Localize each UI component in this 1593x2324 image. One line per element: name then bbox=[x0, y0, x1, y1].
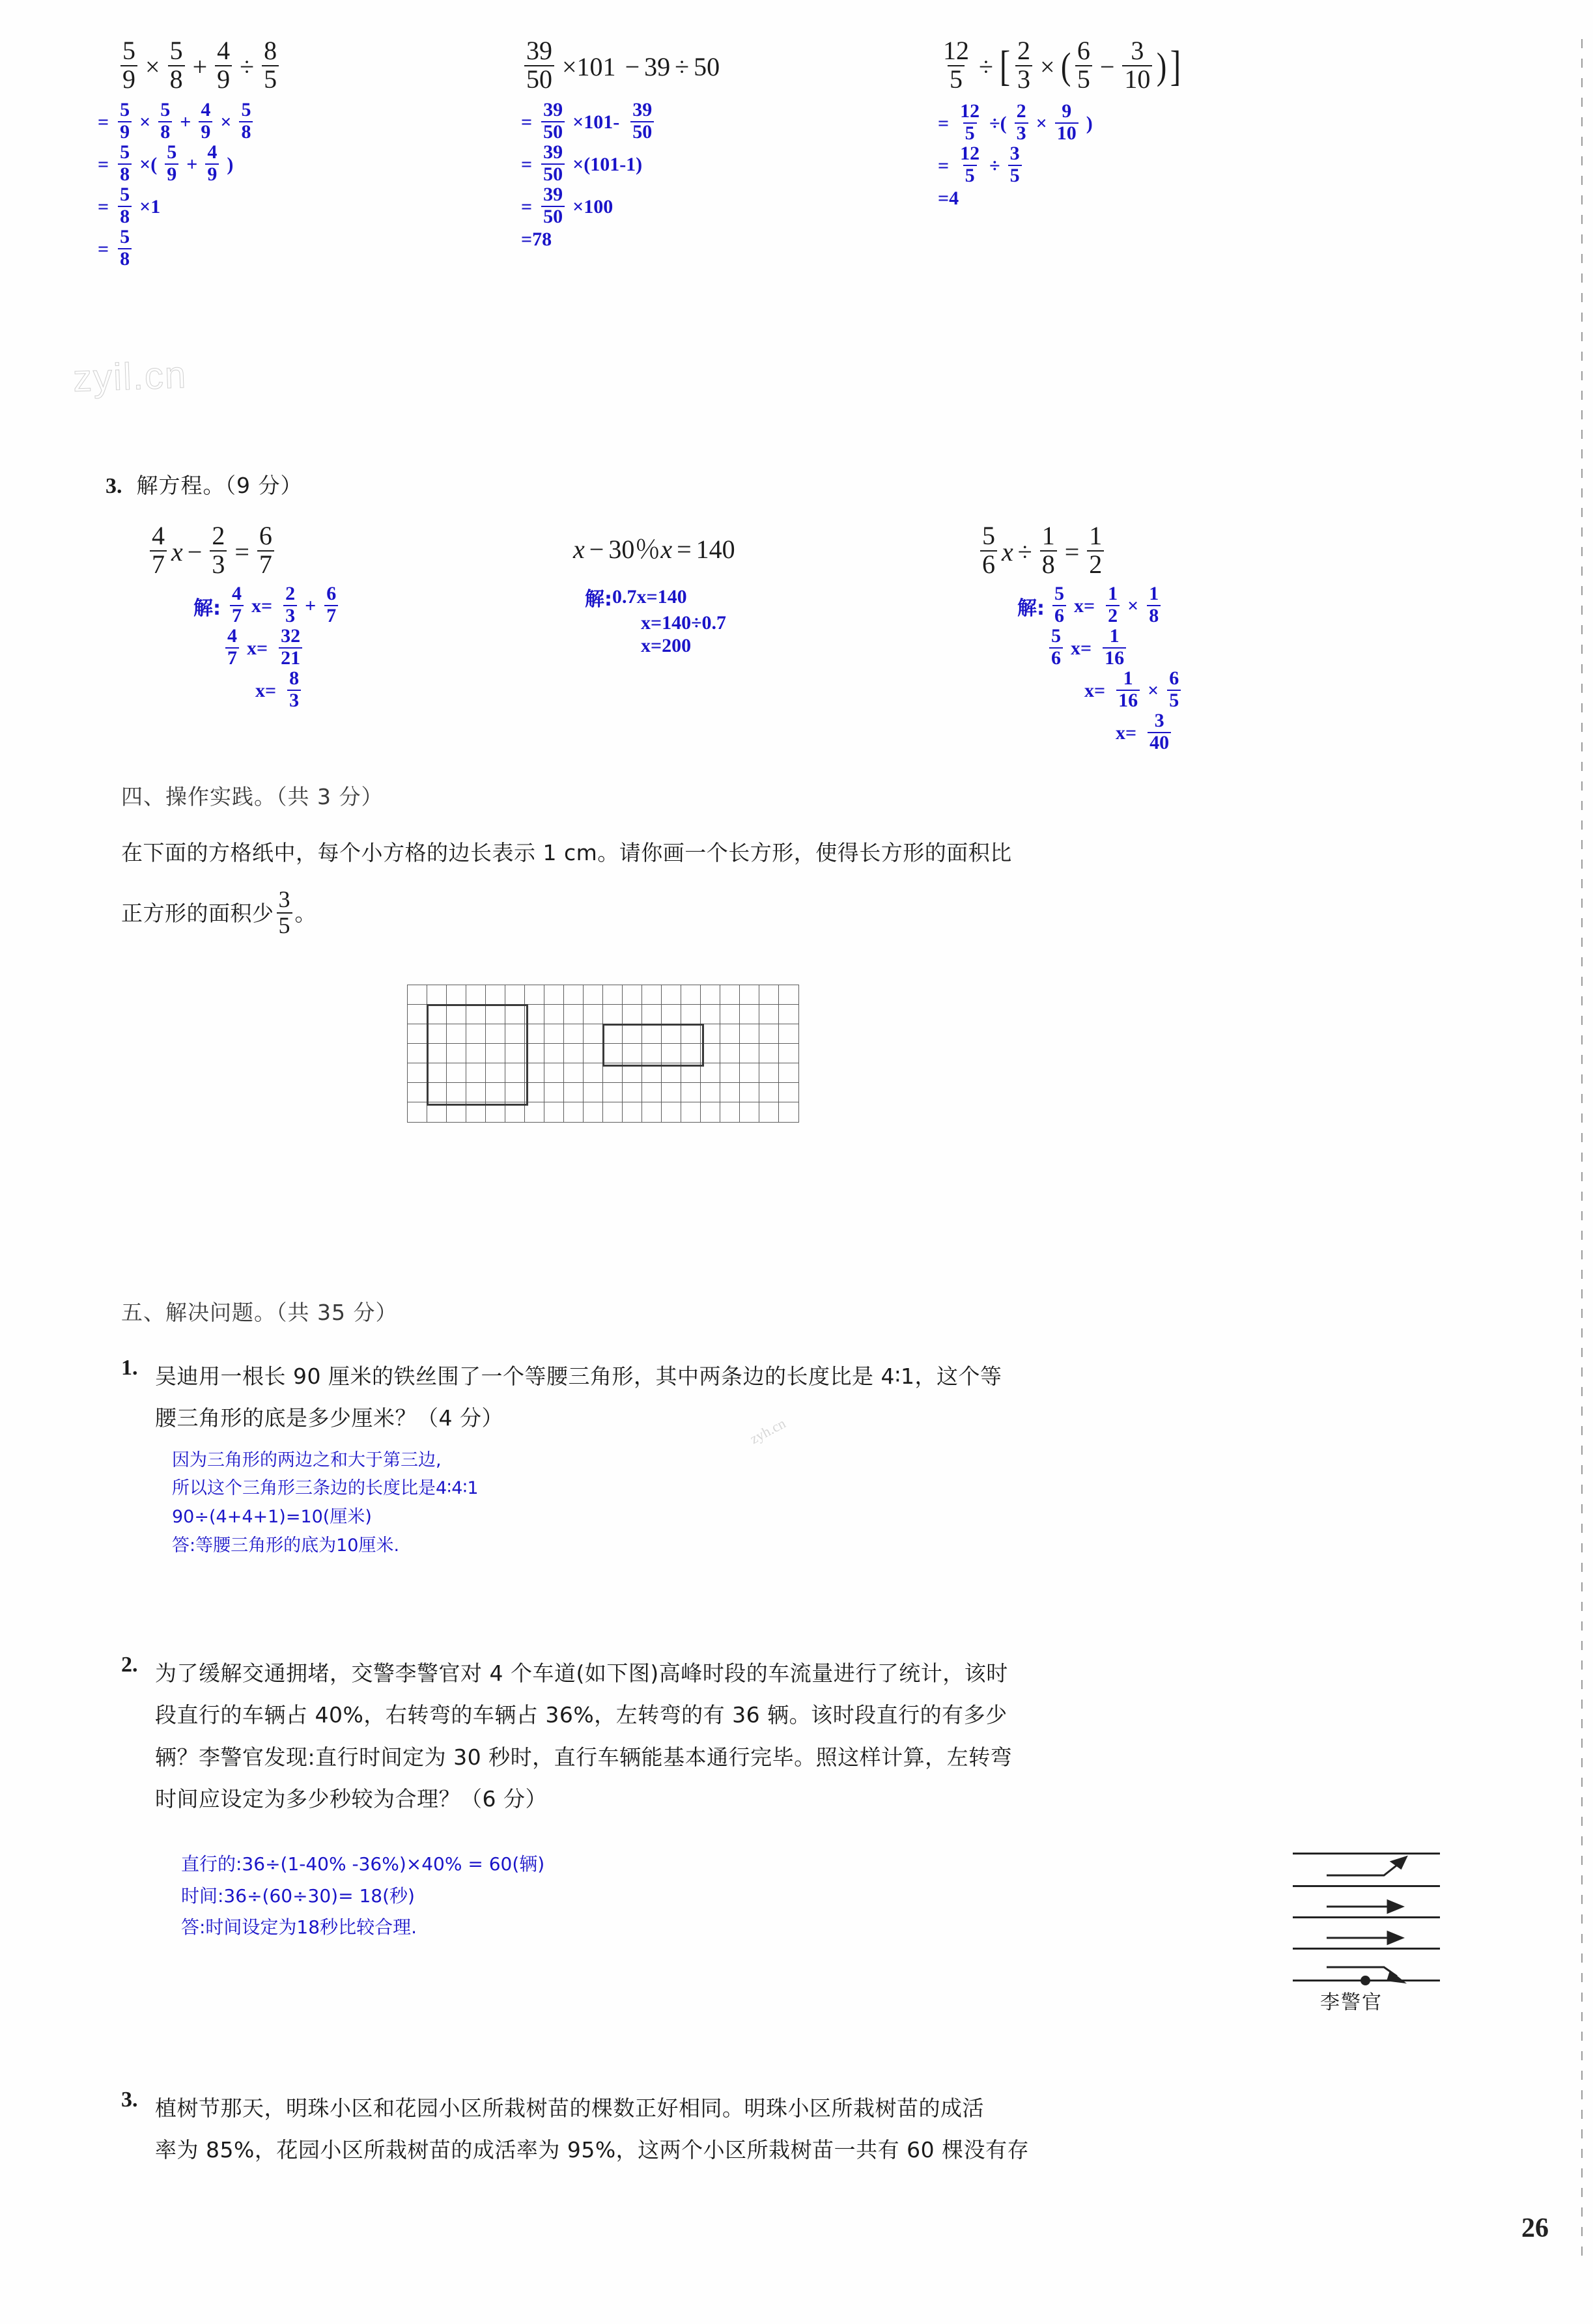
calc-item-3 bbox=[938, 36, 1183, 210]
problem-2-label: 2. bbox=[121, 1653, 138, 1677]
eq-3 bbox=[977, 521, 1184, 755]
section4-body-line1: 在下面的方格纸中，每个小方格的边长表示 1 cm。请你画一个长方形，使得长方形的面积比 bbox=[121, 840, 1012, 865]
calc-3-steps: = $\frac{12}{5}$ ÷( $\frac{2}{3}$ × $\frac{9}{10}$ ) = $\frac{12}{5}$ ÷ $\frac{3}{5}$ =4 bbox=[938, 100, 1093, 209]
problem-2-answer-line-3: 答:时间设定为18秒比较合理. bbox=[181, 1916, 417, 1938]
eq-2-step-3: x=200 bbox=[641, 635, 692, 656]
left-turn-arrow bbox=[1327, 1861, 1402, 1875]
eq-2 bbox=[573, 529, 735, 658]
eq-3-steps: 解: $\frac{5}{6}$ x= $\frac{1}{2}$ × $\frac{1}{8}$ $\frac{5}{6}$ x= $\frac{1}{16}$ x= $\frac{1}{16}$ × $\frac{6}{5}$ x= $\frac{3}{40}$ bbox=[1017, 585, 1184, 754]
eq-2-step-2: x=140÷0.7 bbox=[641, 612, 727, 634]
calc-row bbox=[0, 36, 1433, 430]
eq-2-step-1: 0.7x=140 bbox=[612, 586, 687, 608]
section4-body-fraction bbox=[277, 888, 292, 937]
problem-3-label: 3. bbox=[121, 2088, 138, 2112]
problem-2-answer-line-1: 直行的:36÷(1-40% -36%)×40% = 60(辆) bbox=[181, 1853, 545, 1875]
q3-label: 3. bbox=[106, 474, 122, 498]
problem-3-line-1: 植树节那天，明珠小区和花园小区所栽树苗的棵数正好相同。明珠小区所栽树苗的成活 bbox=[155, 2095, 984, 2121]
lane-diagram-label: 李警官 bbox=[1320, 1991, 1383, 2014]
section4-body-line2-post: 。 bbox=[294, 900, 317, 926]
lane-diagram bbox=[1293, 1853, 1443, 2014]
drawn-square bbox=[427, 1004, 528, 1106]
grid-paper bbox=[407, 985, 798, 1121]
section4-body-line2-pre: 正方形的面积少 bbox=[121, 900, 274, 926]
problem-2-line-2: 段直行的车辆占 40%，右转弯的车辆占 36%，左转弯的有 36 辆。该时段直行的有多少 bbox=[155, 1702, 1008, 1728]
eq-3-solve-label: 解: bbox=[1017, 597, 1045, 620]
section4-body-line2 bbox=[121, 886, 317, 938]
calc-1-steps: = $\frac{5}{9}$ × $\frac{5}{8}$ + $\frac{4}{9}$ × $\frac{5}{8}$ = $\frac{5}{8}$ ×( $\frac{5}{9}$ + $\frac{4}{9}$ ) = $\frac{5}{8}$ ×1 = $\frac{5}{8}$ bbox=[98, 102, 282, 270]
problem-1-label: 1. bbox=[121, 1356, 138, 1380]
eq-1-steps: 解: $\frac{4}{7}$ x= $\frac{2}{3}$ + $\frac{6}{7}$ $\frac{4}{7}$ x= $\frac{32}{21}$ x= $\frac{8}{3}$ bbox=[193, 585, 341, 712]
problem-2-answer bbox=[181, 1849, 1411, 1942]
problem-1-answer-line-2: 所以这个三角形三条边的长度比是4∶4∶1 bbox=[172, 1478, 479, 1499]
problem-2-line-3: 辆？李警官发现:直行时间定为 30 秒时，直行车辆能基本通行完毕。照这样计算，左转弯 bbox=[155, 1744, 1013, 1770]
eq-1-printed: $\frac{4}{7}$ x − $\frac{2}{3}$ = $\frac{6}{7}$ bbox=[147, 524, 277, 579]
eq-2-printed: x − 30％x = 140 bbox=[573, 535, 735, 564]
problem-1-line-2: 腰三角形的底是多少厘米？（4 分） bbox=[155, 1405, 503, 1431]
q3-header bbox=[106, 469, 303, 499]
problem-2-line-4: 时间应设定为多少秒较为合理？（6 分） bbox=[155, 1786, 547, 1812]
eq-3-printed: $\frac{5}{6}$ x ÷ $\frac{1}{8}$ = $\frac{1}{2}$ bbox=[977, 524, 1107, 579]
page-number: 26 bbox=[1521, 2213, 1549, 2243]
problem-1 bbox=[121, 1356, 1411, 1560]
problem-1-line-1: 吴迪用一根长 90 厘米的铁丝围了一个等腰三角形，其中两条边的长度比是 4∶1，这个等 bbox=[155, 1364, 1002, 1389]
problem-3 bbox=[121, 2088, 1411, 2172]
eq-1-solve-label: 解: bbox=[193, 597, 221, 620]
problem-1-answer-line-4: 答:等腰三角形的底为10厘米. bbox=[172, 1535, 400, 1556]
calc-1-printed: $\frac{5}{9}$ × $\frac{5}{8}$ + $\frac{4}{9}$ ÷ $\frac{8}{5}$ bbox=[117, 39, 282, 94]
watermark: zyil.cn bbox=[72, 353, 188, 400]
lane-arrows bbox=[1293, 1853, 1443, 2002]
problem-1-answer bbox=[172, 1446, 1411, 1560]
problem-3-line-2: 率为 85%，花园小区所栽树苗的成活率为 95%，这两个小区所栽树苗一共有 60 棵没有存 bbox=[155, 2137, 1030, 2163]
calc-item-2 bbox=[521, 36, 720, 251]
calc-2-printed: $\frac{39}{50}$ ×101 − 39 ÷ 50 bbox=[521, 39, 720, 94]
calc-item-1 bbox=[98, 36, 282, 271]
calc-3-printed: $\frac{12}{5}$ ÷ [ $\frac{2}{3}$ × ( $\frac{6}{5}$ − $\frac{3}{10}$ ) ] bbox=[943, 36, 1181, 94]
problem-2 bbox=[121, 1653, 1411, 1943]
section5-heading: 五、解决问题。（共 35 分） bbox=[121, 1300, 398, 1325]
problem-2-line-1: 为了缓解交通拥堵，交警李警官对 4 个车道(如下图)高峰时段的车流量进行了统计，该时 bbox=[155, 1660, 1008, 1686]
calc-2-steps: = $\frac{39}{50}$ ×101- $\frac{39}{50}$ = $\frac{39}{50}$ ×(101-1) = $\frac{39}{50}$ ×100 =78 bbox=[521, 102, 720, 251]
q3-title: 解方程。（9 分） bbox=[136, 473, 303, 498]
fraction-denominator: 5 bbox=[277, 912, 292, 937]
problem-1-answer-line-3: 90÷(4+4+1)=10(厘米) bbox=[172, 1507, 372, 1528]
section4-heading: 四、操作实践。（共 3 分） bbox=[121, 784, 384, 809]
drawn-rectangle bbox=[602, 1024, 704, 1067]
problem-1-answer-line-1: 因为三角形的两边之和大于第三边, bbox=[172, 1449, 442, 1470]
right-turn-arrow bbox=[1327, 1967, 1397, 1976]
right-dashed-rule bbox=[1581, 39, 1583, 2266]
eq-2-steps bbox=[585, 583, 735, 657]
watermark-small: zyh.cn bbox=[747, 1414, 789, 1448]
eq-1 bbox=[147, 521, 341, 712]
problem-2-answer-line-2: 时间:36÷(60÷30)= 18(秒) bbox=[181, 1884, 415, 1907]
eq-2-solve-label: 解: bbox=[585, 588, 612, 611]
fraction-numerator: 3 bbox=[278, 886, 290, 912]
